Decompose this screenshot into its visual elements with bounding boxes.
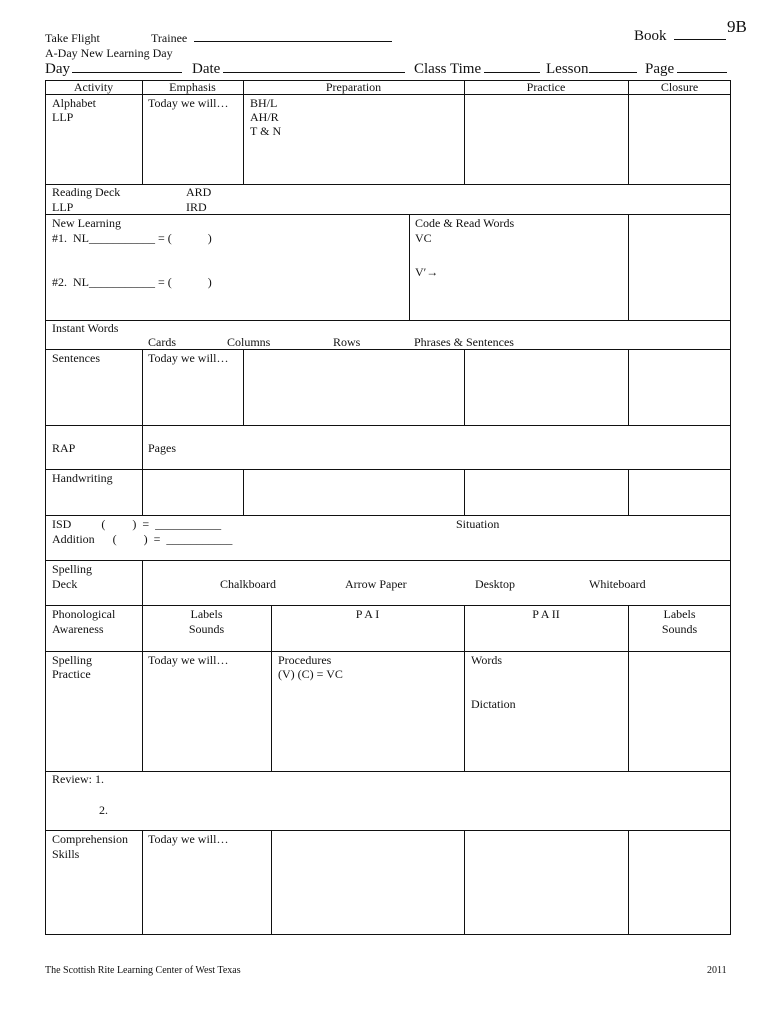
situation-label: Situation [456,517,500,531]
col-header-activity: Activity [73,80,114,94]
spelling-deck-whiteboard[interactable]: Whiteboard [589,577,646,591]
col-divider [142,425,143,469]
class-time-line [484,72,540,73]
sentences-label: Sentences [52,351,100,365]
code-read-vc: VC [415,231,432,245]
spelling-deck-desktop[interactable]: Desktop [475,577,515,591]
date-line [223,72,405,73]
lesson-line [589,72,637,73]
sentences-emphasis: Today we will… [148,351,229,365]
col-divider [628,349,629,425]
addition-line: Addition ( ) = ___________ [52,532,233,546]
row-divider [45,320,731,321]
dictation-label: Dictation [471,697,516,711]
pa-sounds-right: Sounds [661,622,698,636]
pa-labels-right: Labels [663,607,696,621]
col-divider [628,469,629,515]
col-divider [628,651,629,771]
reading-deck-llp: LLP [52,200,74,214]
col-divider [142,80,143,184]
page-code: 9B [727,17,747,36]
col-header-practice: Practice [526,80,566,94]
lesson-label: Lesson [546,61,589,77]
comprehension-emphasis: Today we will… [148,832,229,846]
row-divider [45,425,731,426]
col-divider [271,651,272,771]
reading-deck-label: Reading Deck [52,185,121,199]
code-read-label: Code & Read Words [415,216,515,230]
reading-deck-ird[interactable]: IRD [186,200,207,214]
trainee-label: Trainee [151,31,188,45]
procedures-label: Procedures [278,653,332,667]
col-divider [271,830,272,935]
col-divider [628,830,629,935]
row-divider [45,771,731,772]
row-divider [45,515,731,516]
vowel-arrow: V′→ [415,265,439,279]
col-divider [409,214,410,320]
phonological-label-2: Awareness [52,622,104,636]
new-learning-item-1: #1. NL___________ = ( ) [52,231,212,245]
col-divider [628,214,629,320]
subtitle: A-Day New Learning Day [45,46,173,60]
alphabet-llp: LLP [52,110,74,124]
col-divider [142,830,143,935]
pa-labels-left: Labels [190,607,223,621]
trainee-line [194,41,392,42]
rap-label: RAP [52,441,76,455]
footer-year: 2011 [707,965,727,976]
pa-sounds-left: Sounds [188,622,225,636]
page-line [677,72,727,73]
instant-words-columns[interactable]: Columns [227,335,271,349]
pa-2-label: P A II [532,607,560,621]
col-divider [243,349,244,425]
page-field[interactable] [645,61,727,78]
procedures-formula: (V) (C) = VC [278,667,343,681]
col-divider [464,830,465,935]
class-time-label: Class Time [414,61,482,77]
new-learning-item-2: #2. NL___________ = ( ) [52,275,212,289]
spelling-practice-label-1: Spelling [52,653,93,667]
spelling-deck-label-2: Deck [52,577,78,591]
phonological-label-1: Phonological [52,607,116,621]
col-divider [464,469,465,515]
col-divider [142,651,143,771]
book-label: Book [634,28,667,44]
alphabet-emphasis: Today we will… [148,96,229,110]
row-divider [45,560,731,561]
lesson-field[interactable] [546,61,637,78]
date-field[interactable] [192,61,405,78]
alphabet-prep-3: T & N [250,124,282,138]
col-divider [142,560,143,605]
book-line [674,39,726,40]
col-header-preparation: Preparation [325,80,382,94]
review-item-2: 2. [99,803,108,817]
col-divider [628,80,629,184]
book-field[interactable] [634,28,726,45]
instant-words-rows[interactable]: Rows [333,335,361,349]
review-item-1: Review: 1. [52,772,104,786]
spelling-deck-chalkboard[interactable]: Chalkboard [220,577,276,591]
day-label: Day [45,61,70,77]
spelling-deck-arrow-paper[interactable]: Arrow Paper [345,577,407,591]
spelling-practice-emphasis: Today we will… [148,653,229,667]
col-divider [142,469,143,515]
rap-pages: Pages [148,441,176,455]
spelling-deck-label-1: Spelling [52,562,93,576]
class-time-field[interactable] [414,61,540,78]
col-divider [243,469,244,515]
day-field[interactable] [45,61,182,78]
alphabet-prep-2: AH/R [250,110,279,124]
comprehension-label-1: Comprehension [52,832,128,846]
spelling-practice-label-2: Practice [52,667,91,681]
page-label: Page [645,61,675,77]
col-divider [142,349,143,425]
row-divider [45,184,731,185]
instant-words-phrases[interactable]: Phrases & Sentences [414,335,514,349]
reading-deck-ard[interactable]: ARD [186,185,212,199]
col-divider [464,80,465,184]
instant-words-cards[interactable]: Cards [148,335,176,349]
date-label: Date [192,61,221,77]
new-learning-label: New Learning [52,216,121,230]
comprehension-label-2: Skills [52,847,80,861]
footer-org: The Scottish Rite Learning Center of West Texas [45,965,241,976]
isd-line: ISD ( ) = ___________ [52,517,222,531]
words-label: Words [471,653,503,667]
col-header-closure: Closure [660,80,699,94]
alphabet-prep-1: BH/L [250,96,278,110]
program-name: Take Flight [45,31,100,45]
col-divider [464,651,465,771]
handwriting-label: Handwriting [52,471,113,485]
pa-1-label: P A I [355,607,380,621]
col-divider [243,80,244,184]
col-divider [464,349,465,425]
col-header-emphasis: Emphasis [169,80,216,94]
alphabet-label: Alphabet [52,96,96,110]
trainee-field[interactable] [151,31,392,46]
instant-words-label: Instant Words [52,321,119,335]
day-line [72,72,182,73]
